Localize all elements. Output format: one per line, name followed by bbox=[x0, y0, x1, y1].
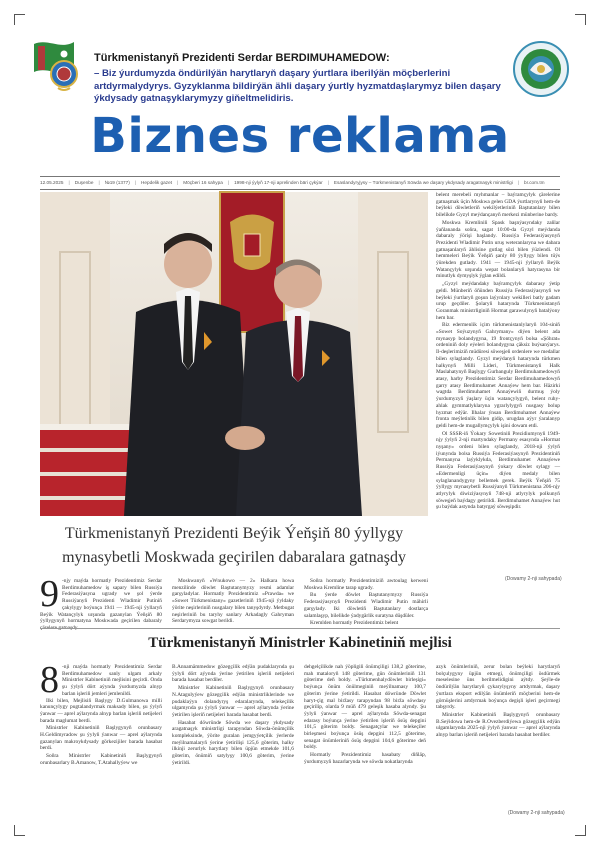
paragraph: -njy maýda hormatly Prezidentimiz Serdar Berdimuhamedow iş sapary bilen Russiýa Federasiýasyna ugrady we şol ýerde Russiýanyň Prezidenti Wladimir Putiniň çakylygy boýunça 1941 — 1945-nji ýyllaryň Beýik Watançylyk urşunda gazanylan Ýeňşiň 80 ýyllygynyň hormatyna Moskwada geçirilen dabaraly çärelere gatnaşdy. bbox=[40, 578, 162, 631]
paragraph: B.Annamämmedow gözegçilik edýän pudaklaryndа şu ýylyň dört aýynda ýerine ýetirilen işleriň netijeleri barada hasabat berdiler. bbox=[172, 664, 294, 684]
paragraph: Hormatly Prezidentimiz hasabaty diňläp, ýurdumyzyň bazarlarynda we söwda nokatlarynda bbox=[304, 752, 426, 765]
paragraph: Ministrler Kabinetiniň Başlygynyň orunbasary N.Atagulyýew gözegçilik edýän ministrliklerinde we pudaklaýyn dolandyryş edaralarynda, telekeçilik ulgamynda şu ýylyň ýanwar — aprel aýlarynda ýerine ýetirilen işleriň netijeleri barada hasabat berdi. bbox=[172, 685, 294, 718]
paragraph: Soňra Ministrler Kabinetiniň Başlygynyň orunbasarlary B.Amanow, T.Atahallyýew we bbox=[40, 753, 162, 766]
paragraph: Biz edermenlik içim türkmenistanlylaryň 104-siniň «Sowet Soýuzynyň Gahrymany» diýen belent ada mynasyp bolandygyna, 19 frontçynyň bolsa «Şöhrat» ordeniniň doly eýeleri bolandygyna çäksiz buýsanýarys. Il-dеşlerimiziň müdüresi söweşjeň ordenlere we medallar bilen sylaglandy. Gyzyl meýdanyň hatarynda türkmen halkynyň Milli Lideri, Türkmenistanyň Halk Maslahatynyň Başlygy Gurbanguly Berdimuhamedowyň atasy, harby Prezidentimiz Serdar Berdimuhamedowyň garry atasy Berdimuhamet Annaýew hem bar. Häzirki wagtda Berdimuhamet Annaýewiň durmuş ýoly ýurdumyzyň ýaşlary üçin watançylygyň, belent ruhy-ahlak gymmatlyklaryna ygrarlylygyň nusgasy bolup hyzmat edýär. Ilhalar ýnsan Berdimuhamet Annaýew frontа meýletinlik bilen gidip, urugdan aýyr ýaralanyp geldi hem-de mugallymçylyk işini dowam etdi. bbox=[436, 322, 560, 429]
article2-column-4 bbox=[436, 664, 560, 806]
paragraph: azyk önümleriniň, zerur bolan beýleki harytlaryň bolçulygyny üpjün etmegi, önümçiligi ösdürmek meselesine üns berilmelidigini aýtdy. Şeýle-de öndürilýän harytlaryň çykarylyşyny artdyrmak, daşary ýurtlara eksport edilýän önümleriň möçberini hem-de görnüşlerini artdyrmak boýunça degişli işleri geçirmegi tabşyrdy. bbox=[436, 664, 560, 711]
paragraph: Moskwa Kremliniň Spask başnýasyndaky zaňlar ýaňlananda soňra, sagat 10:00-da Gyzyl meýdanda dabaraly ýörişi başlandy. Russiýa Federasiýasynyň Prezidenti Wladimir Putin uruş weteranlaryna we dabara gatnaşanlaryň ählisine gutlag sözi bilen ýüzlendi. Ol hemmeleri Beýik Ýeňşiň şanly 80 ýyllygy bilen tüýs ýürekden gutlady. 1941 — 1945-nji ýyllaryň Beýik Watançylyk urşunda wepat bolanlaryň hatyrasyna bir minutlyk dymyşlyk ýglan edildi. bbox=[436, 219, 560, 280]
issue-weekday: Duşenbe bbox=[74, 180, 94, 185]
paragraph: „Gyzyl meýdandaky baýramçylyk dabarasy ýetip geldi. Münberiň öňünden Russiýa Federasiýasynyň we beýleki ýurtlaryň goşun laýynlary wekilleri batly gadam urup geçdiler. Şolaryň hatarynda Türkmenistanyň Goranmak ministrliginiň Hormat garawulynyň batalýony hem bar. bbox=[436, 281, 560, 321]
paragraph: Bu ýerde döwlet Baştutanymyzy Russiýa Federasiýasynyň Prezidenti Wladimir Putin mähirli garşylady. Iki döwletiň Baştutanlary dostlarça salamlaşyp, bilelikde ýadygärlik suratyna düşdüler. bbox=[304, 592, 428, 619]
article1-headline: Türkmenistanyň Prezidenti Beýik Ýeňşiň 80 ýyllygy mynasybetli Moskwada geçirilen dabaralara gatnaşdy bbox=[62, 525, 406, 566]
issue-pages: Möçberi 16 sahypa bbox=[183, 180, 223, 185]
section-divider bbox=[40, 628, 560, 629]
issue-info-bar: 12.05.2025 | Duşenbe | №19 (1377) | Hepdelik gazet | Möçberi 16 sahypa | 1998-nji ýylyň 17-nji aprelinden bäri çykýar | Esaslandyryjysy – Türkmenistanyň Söwda we daşary ykdysady aragatnaşyk ministrligi | br.com.tm bbox=[40, 176, 560, 190]
article2-headline: Türkmenistanyň Ministrler Kabinetiniň mejlisi bbox=[148, 635, 452, 651]
drop-cap: 9 bbox=[40, 573, 59, 615]
article2-column-1 bbox=[40, 659, 162, 816]
issue-date: 12.05.2025 bbox=[40, 180, 64, 185]
leaders-handshake-photo bbox=[40, 192, 428, 516]
header-title: Türkmenistanyň Prezidenti Serdar BERDIMUHAMEDOW: bbox=[94, 52, 390, 64]
article2-column-3 bbox=[304, 664, 426, 816]
paragraph: Ministrler Kabinetiniň Başlygynyň orunbasary H.Geldimyradow şu ýylyň ýanwar — aprel aýlarynda gazanylan makroykdysady görkezijiler barada hasabat berdi. bbox=[40, 725, 162, 752]
crop-mark bbox=[575, 14, 586, 25]
issue-website: br.com.tm bbox=[524, 180, 545, 185]
article1-right-column bbox=[436, 192, 560, 574]
continued-note: (Dowamy 2-nji sahypada) bbox=[508, 810, 565, 816]
crop-mark bbox=[14, 14, 25, 25]
continued-note: (Dowamy 2-nji sahypada) bbox=[505, 576, 562, 582]
issue-number: №19 (1377) bbox=[104, 180, 130, 185]
paragraph: Moskwanyň «Wnukowo — 2» Halkara howa menzilinde döwlet Baştutanymyzy resmi adamlar garşyladylar. Hormatly Prezidentimiz «Prawda» we «Sowet Türkmenistany» gazetleriniň 1945-nji ýyldaky ýörite neşirleriniň nusgalary bilen tanyşdyrdy. Metbugat neşirleriniň bu taryhy sanlary Arkadagly Gahryman Serdarymyza sowgat berildi. bbox=[172, 578, 294, 625]
article1-column-2 bbox=[172, 578, 294, 626]
paragraph: dehgelçilikde nah ýöpligiň önümçiligi 138,2 göterime, mah mataloryň 148 göterime, gün önümleriniň 131 göterime deň boldy. «Türkmenhalydöwlet birleşigi» boýunça önüm önülmeginiň meýilnamasy 100,7 göterim ýerine ýetirildi. Hasabat döwründe Döwlet haryt-çig mal biržasy tarapyndan 98 biržа söwdasy geçirilip, olarda 9 müň 479 geleşik hasaba alyndy. Şu ýylyň ýanwar — aprel aýlarynda Söwda-senagat edarasy boýunça ýerine ýetirilen işleriň ösüş depgini 101,5 göterim boldy. Senagatçylar we telekeçiler birleşmesi boýunça ösüş depgini 112,5 göterime, senagat önümleriniň ösüş depgini 104,6 göterime deň boldy. bbox=[304, 664, 426, 751]
article1-column-3 bbox=[304, 578, 428, 626]
state-emblem-icon bbox=[30, 36, 84, 92]
paragraph: Ilki bilen, Mejlisiň Başlygy D.Gulmanowa milli kanunçylygy pugtalandyrmak maksady bilen, şu ýylyň ýanwar — aprel aýlarynda alnyp barlan işleriň netijeleri barada maglumat berdi. bbox=[40, 697, 162, 724]
paragraph: belent merebeli myhmanlar – baýramçylyk çärelerine gatnaşmak üçin Moskwa gelen GDA ýurtlarynyň hem-de beýleki döwletleriň wekilýetleriniň Baştutanlary bilen bilelikde Gyzyl meýdançanyň merkezi münberine bardy. bbox=[436, 192, 560, 219]
paragraph: Ol SSSR-iň Ýokary Sowetiniň Prezidiumynyň 1949-njy ýylyň 2-nji martyndaky Permany esasynda «Hormat nyşany» ordeni bilen sylaglandy, 2018-nji ýylyň iýunynda bolsa Russiýa Federasiýasynyň Prezidentiniň Permanyna laýyklykda, Berdimuhamet Annaýewe Russiýa Federasiýasynyň ýokary döwlet sylagy — «Edermenligi üçin» diýen medaly bilen sylaglanandygyny bellemek gerek. Beýik Ýeňşiň 75 ýyllygy mynasybetli Russiýanyň Türkmenistana 206-njy atlyrylyk diwiziýasynyň 748-nji atlyrylyk polkunyň söweşjeň baýdagy getirildi. Berdimuhamet Annaýew hut şu baýdak astynda batyrgaý söweşipdir. bbox=[436, 430, 560, 511]
article1-column-1 bbox=[40, 573, 162, 631]
round-seal-icon bbox=[512, 40, 570, 98]
crop-mark bbox=[575, 825, 586, 836]
article2-column-2 bbox=[172, 664, 294, 816]
issue-founder: Esaslandyryjysy – Türkmenistanyň Söwda we daşary ykdysady aragatnaşyk ministrligi bbox=[333, 180, 513, 185]
drop-cap: 8 bbox=[40, 659, 59, 701]
crop-mark bbox=[14, 825, 25, 836]
paragraph: Hasabat döwründe Söwda we daşary ykdysady aragatnaşyk ministrligi tarapyndan Söwda-önümçilik kompleksinde, ýörite guralan jemgyýetçilik ýerlerde meýilnamalaryň ýerine ýetirilişi 125,6 göterim, halky ilkinji zerurlyk harytlary bilen üpjün etmekde 101,6 göterim, önümiň satylyşy 100,6 göterim, ýerine ýetirildi. bbox=[172, 719, 294, 766]
masthead: Biznes reklama bbox=[90, 108, 510, 164]
paragraph: Ministrler Kabinetiniň Başlygynyň orunbasary B.Seýidowa hem-de R.Ovezberdiýewa gözegçilik edýän ulgamlarynda 2025-nji ýylyň ýanwar — aprel aýlarynda alnyp barlan işleriň netijeleri barada hasabat berdiler. bbox=[436, 711, 560, 739]
issue-since: 1998-nji ýylyň 17-nji aprelinden bäri çykýar bbox=[234, 180, 323, 185]
header-quote: – Biz ýurdumyzda öndürilýän harytlaryň daşary ýurtlara iberilýän möçberlerini artdyrmalydyrys. Gyzyklanma bildirýän ähli daşary ýurtly hyzmatdaşlarymyz bilen daşary ýkdysady gatnaşyklarymyzy giňeltmelidiris. bbox=[94, 68, 501, 104]
paragraph: Soňra hormatly Prezidentimiziň awtoulag kerweni Moskwa Kremline tarap ugrady. bbox=[304, 578, 428, 591]
paragraph: Kremlden hormatly Prezidentimiz belent bbox=[310, 620, 399, 627]
issue-frequency: Hepdelik gazet bbox=[141, 180, 173, 185]
paragraph: -nji maýda hormatly Prezidentimiz Serdar Berdimuhamedow sanly ulgam arkaly Ministrler Kabinetiniň mejlisini geçirdi. Onda şu ýylyň dört aýynda ýurdumyzda alnyp barlan işleriň jemleri jemlenildi. bbox=[62, 664, 162, 697]
